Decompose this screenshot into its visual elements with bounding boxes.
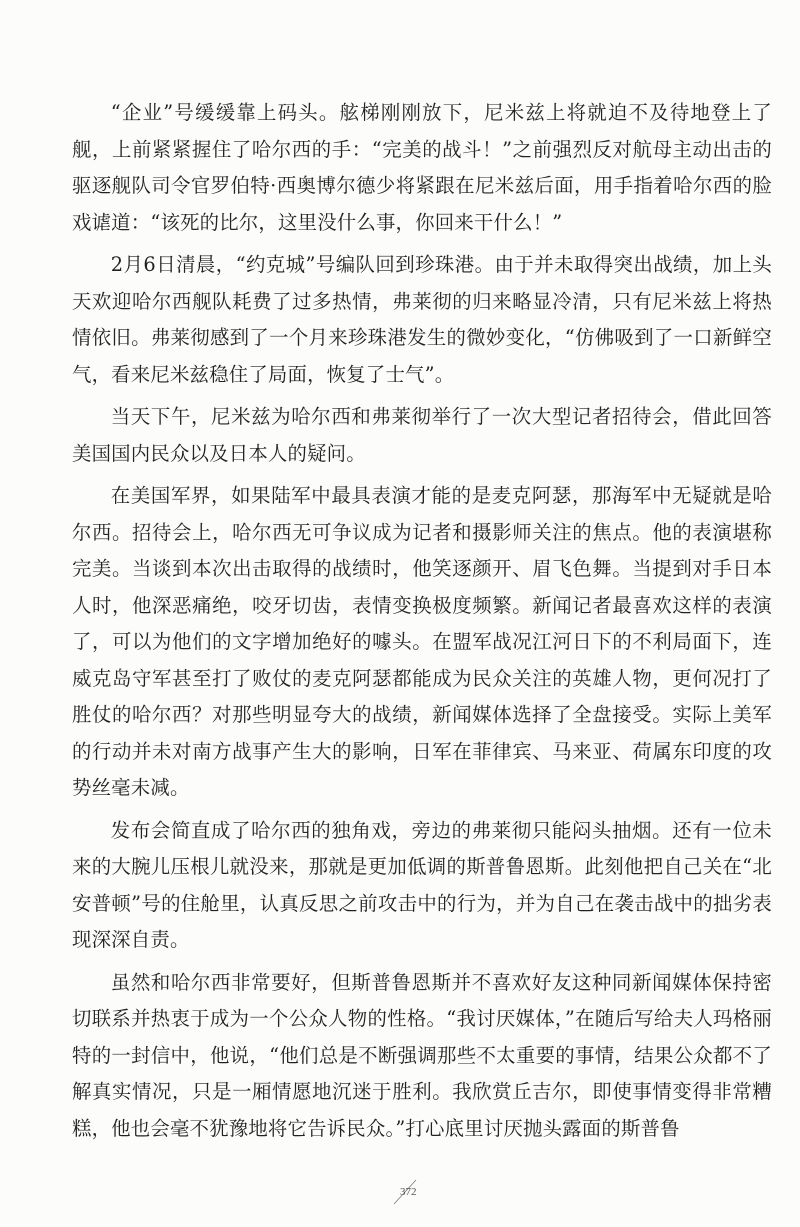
- paragraph-5: 发布会简直成了哈尔西的独角戏，旁边的弗莱彻只能闷头抽烟。还有一位未来的大腕儿压根儿就没来，那就是更加低调的斯普鲁恩斯。此刻他把自己关在“北安普顿”号的住舱里，认真反思之前攻击中的行为，并为自己在袭击战中的拙劣表现深深自责。: [72, 818, 772, 951]
- page-number: 372: [400, 1186, 417, 1198]
- paragraph-2: 2月6日清晨，“约克城”号编队回到珍珠港。由于并未取得突出战绩，加上头天欢迎哈尔西舰队耗费了过多热情，弗莱彻的归来略显冷清，只有尼米兹上将热情依旧。弗莱彻感到了一个月来珍珠港发生的微妙变化，“仿佛吸到了一口新鲜空气，看来尼米兹稳住了局面，恢复了士气”。: [72, 253, 772, 386]
- page-footer: [380, 1178, 440, 1208]
- paragraph-4: 在美国军界，如果陆军中最具表演才能的是麦克阿瑟，那海军中无疑就是哈尔西。招待会上，哈尔西无可争议成为记者和摄影师关注的焦点。他的表演堪称完美。当谈到本次出击取得的战绩时，他笑逐颜开、眉飞色舞。当提到对手日本人时，他深恶痛绝，咬牙切齿，表情变换极度频繁。新闻记者最喜欢这样的表演了，可以为他们的文字增加绝好的噱头。在盟军战况江河日下的不利局面下，连威克岛守军甚至打了败仗的麦克阿瑟都能成为民众关注的英雄人物，更何况打了胜仗的哈尔西？对那些明显夸大的战绩，新闻媒体选择了全盘接受。实际上美军的行动并未对南方战事产生大的影响，日军在菲律宾、马来亚、荷属东印度的攻势丝毫未减。: [72, 484, 772, 799]
- paragraph-3: 当天下午，尼米兹为哈尔西和弗莱彻举行了一次大型记者招待会，借此回答美国国内民众以及日本人的疑问。: [72, 405, 772, 465]
- body-text: [72, 95, 772, 1153]
- paragraph-1: “企业”号缓缓靠上码头。舷梯刚刚放下，尼米兹上将就迫不及待地登上了舰，上前紧紧握住了哈尔西的手：“完美的战斗！”之前强烈反对航母主动出击的驱逐舰队司令官罗伯特·西奥博尔德少将紧跟在尼米兹后面，用手指着哈尔西的脸戏谑道：“该死的比尔，这里没什么事，你回来干什么！”: [72, 101, 772, 234]
- paragraph-6: 虽然和哈尔西非常要好，但斯普鲁恩斯并不喜欢好友这种同新闻媒体保持密切联系并热衷于成为一个公众人物的性格。“我讨厌媒体，”在随后写给夫人玛格丽特的一封信中，他说，“他们总是不断强调那些不太重要的事情，结果公众都不了解真实情况，只是一厢情愿地沉迷于胜利。我欣赏丘吉尔，即使事情变得非常糟糕，他也会毫不犹豫地将它告诉民众。”打心底里讨厌抛头露面的斯普鲁: [72, 970, 772, 1140]
